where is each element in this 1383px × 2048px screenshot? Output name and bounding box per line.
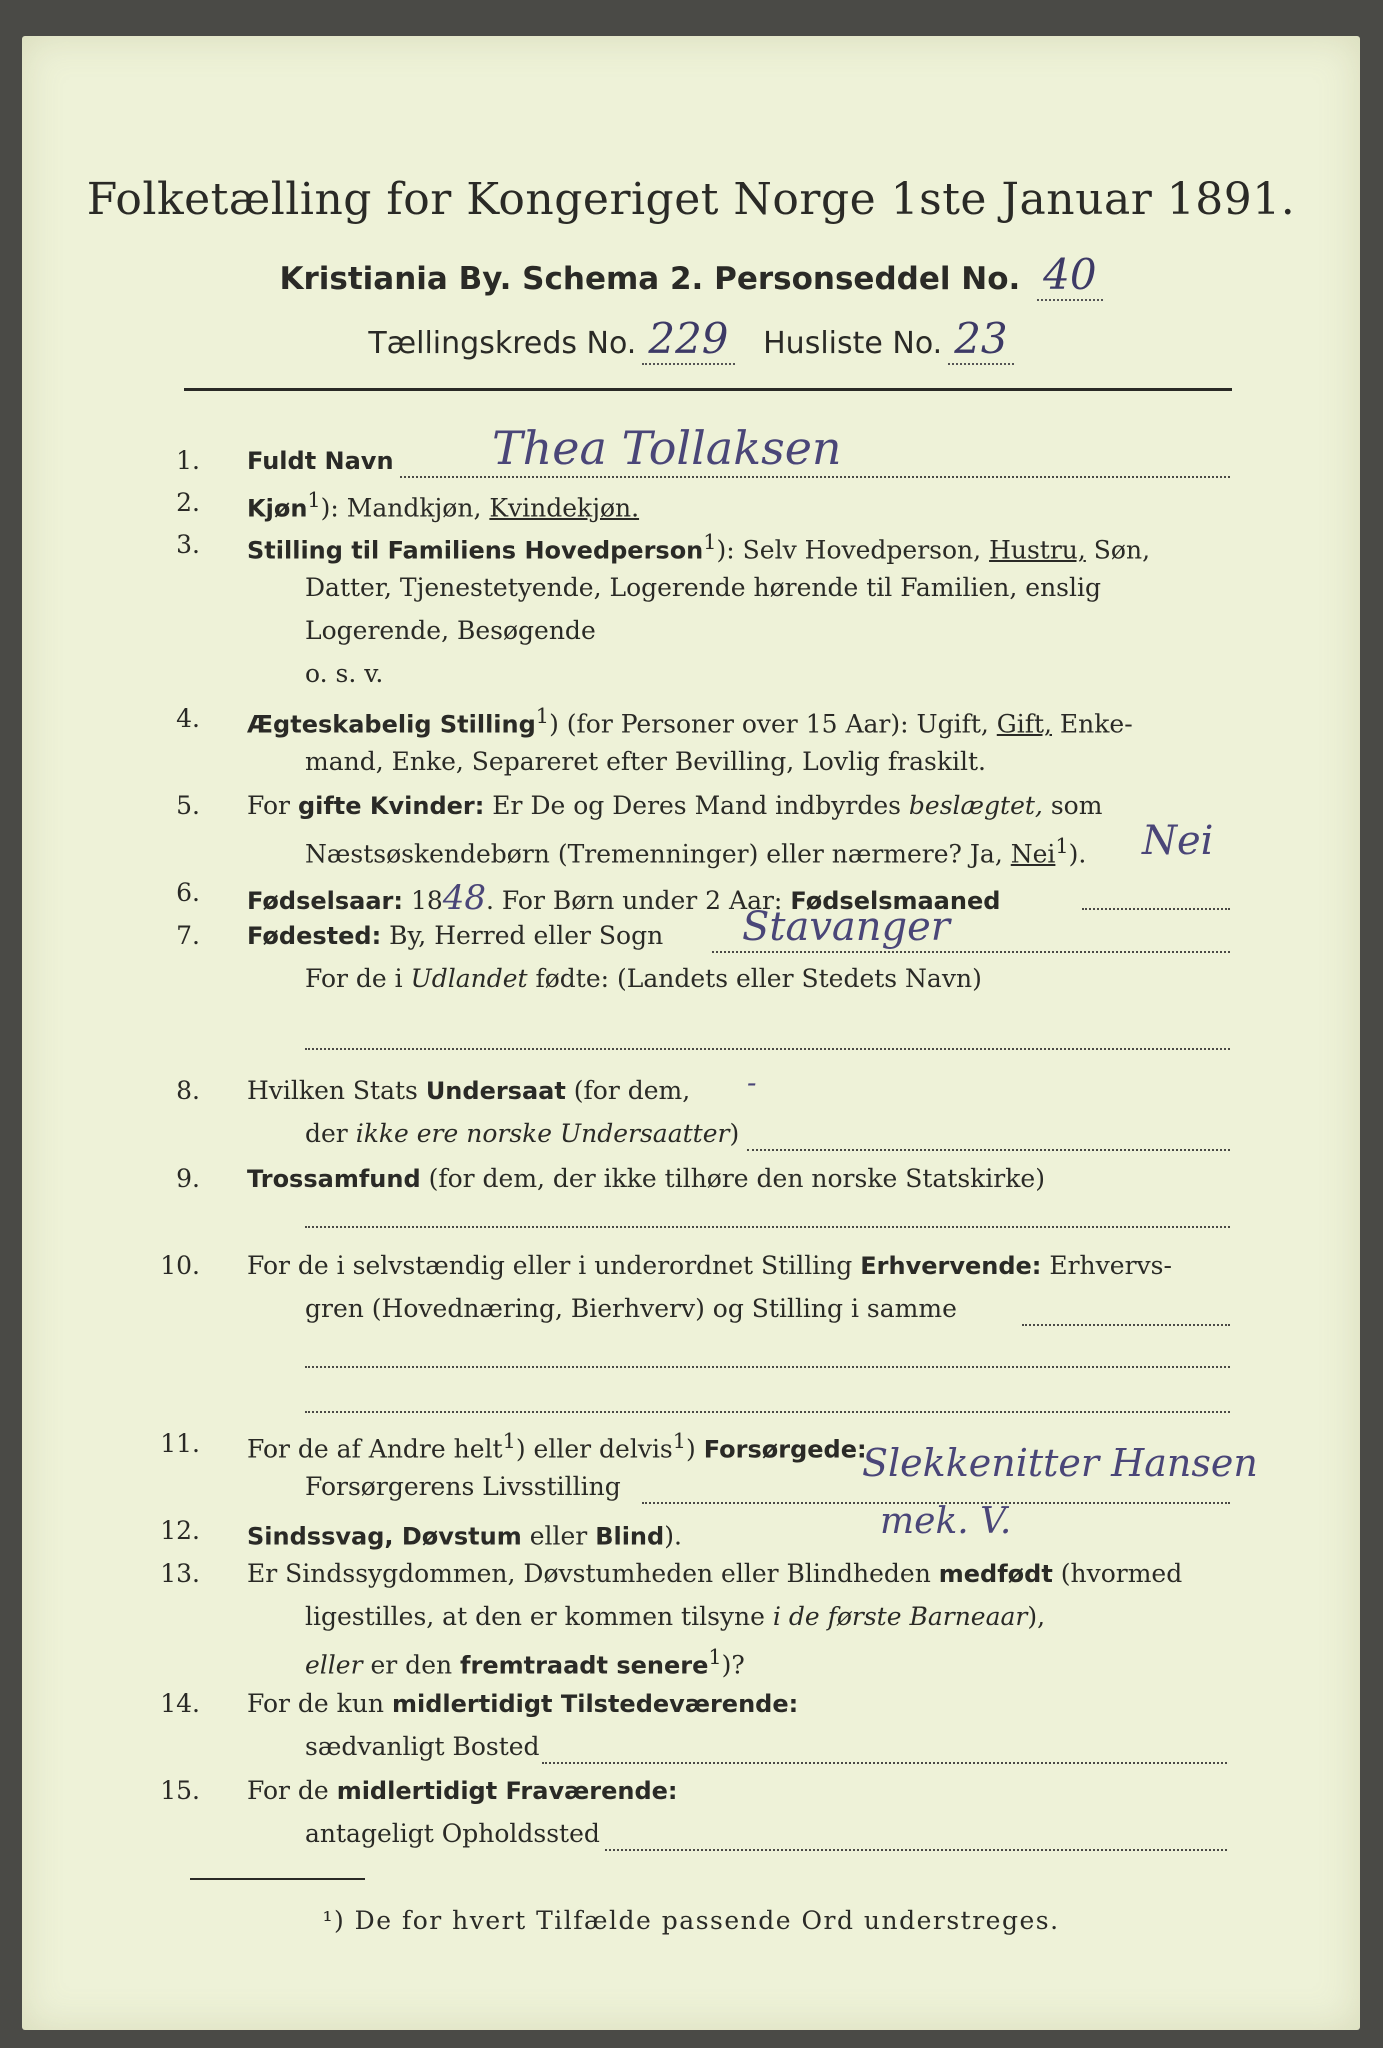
q15-line1: For de midlertidigt Fraværende: xyxy=(247,1776,678,1805)
q7-line2: For de i Udlandet fødte: (Landets eller Stedets Navn) xyxy=(305,964,982,993)
q5-number: 5. xyxy=(176,791,200,820)
q4-line2: mand, Enke, Separeret efter Bevilling, Lovlig fraskilt. xyxy=(305,747,986,776)
q8-fill xyxy=(747,1149,1230,1151)
footnote: ¹) De for hvert Tilfælde passende Ord understreges. xyxy=(322,1906,1060,1935)
q11-answer: Slekkenitter Hansen xyxy=(862,1441,1258,1485)
kreds-label: Tællingskreds No. xyxy=(368,326,637,361)
q15-number: 15. xyxy=(160,1776,200,1805)
q6-fill xyxy=(1082,908,1230,910)
header-rule xyxy=(184,388,1232,391)
q7-answer: Stavanger xyxy=(742,904,950,950)
q4-number: 4. xyxy=(176,704,200,733)
q3-line4: o. s. v. xyxy=(305,659,384,688)
q5-line2: Næstsøskendebørn (Tremenninger) eller nærmere? Ja, Nei$^1$). xyxy=(305,834,1087,869)
q10-fill-2 xyxy=(305,1366,1230,1368)
q7-line1: Fødested: By, Herred eller Sogn xyxy=(247,921,664,950)
personseddel-no: 40 xyxy=(1037,250,1102,301)
q11-line1: For de af Andre helt$^1$) eller delvis$^1$) Forsørgede: xyxy=(247,1429,867,1464)
q3-number: 3. xyxy=(176,530,200,559)
q11-line2: Forsørgerens Livsstilling xyxy=(305,1472,621,1501)
q9-text: Trossamfund (for dem, der ikke tilhøre den norske Statskirke) xyxy=(247,1164,1045,1193)
q4-selected: Gift, xyxy=(996,709,1052,739)
form-title: Folketælling for Kongeriget Norge 1ste Januar 1891. xyxy=(86,174,1296,225)
q10-fill xyxy=(1022,1324,1230,1326)
q14-fill xyxy=(542,1762,1227,1764)
q8-number: 8. xyxy=(176,1076,200,1105)
form-subtitle xyxy=(22,250,1360,301)
q2-selected: Kvindekjøn. xyxy=(489,493,640,523)
q13-number: 13. xyxy=(160,1559,200,1588)
q5-answer: Nei xyxy=(1142,818,1214,864)
q10-line1: For de i selvstændig eller i underordnet Stilling Erhvervende: Erhvervs- xyxy=(247,1251,1172,1280)
q14-line2: sædvanligt Bosted xyxy=(305,1732,540,1761)
q9-number: 9. xyxy=(176,1164,200,1193)
q3-line1: Stilling til Familiens Hovedperson$^1$): Selv Hovedperson, Hustru, Søn, xyxy=(247,530,1151,565)
q1-label: Fuldt Navn xyxy=(247,447,394,475)
q13-line3: eller er den fremtraadt senere$^1$)? xyxy=(305,1645,745,1680)
q2-text: Kjøn$^1$): Mandkjøn, Kvindekjøn. xyxy=(247,488,640,523)
q5-selected: Nei xyxy=(1010,839,1056,869)
q10-line2: gren (Hovednæring, Bierhverv) og Stilling i samme xyxy=(305,1294,957,1323)
q8-line2: der ikke ere norske Undersaatter) xyxy=(305,1119,740,1148)
q6-number: 6. xyxy=(176,878,200,907)
q3-line3: Logerende, Besøgende xyxy=(305,616,596,645)
footnote-rule xyxy=(190,1878,365,1880)
q7-fill xyxy=(712,951,1230,953)
q1-answer: Thea Tollaksen xyxy=(492,421,842,475)
q15-fill xyxy=(605,1849,1227,1851)
q6-year: 48 xyxy=(442,878,487,918)
q1-fill xyxy=(400,476,1230,478)
q5-line1: For gifte Kvinder: Er De og Deres Mand indbyrdes beslægtet, som xyxy=(247,791,1103,820)
form-district xyxy=(22,314,1360,365)
q3-line2: Datter, Tjenestetyende, Logerende hørende til Familien, enslig xyxy=(305,573,1102,602)
q13-line1: Er Sindssygdommen, Døvstumheden eller Blindheden medfødt (hvormed xyxy=(247,1559,1183,1588)
q11-number: 11. xyxy=(160,1429,200,1458)
husliste-no: 23 xyxy=(948,314,1013,365)
q7-fill-2 xyxy=(305,1048,1230,1050)
q13-line2: ligestilles, at den er kommen tilsyne i de første Barneaar), xyxy=(305,1602,1046,1631)
q12-number: 12. xyxy=(160,1516,200,1545)
q10-number: 10. xyxy=(160,1251,200,1280)
kreds-no: 229 xyxy=(642,314,734,365)
q15-line2: antageligt Opholdssted xyxy=(305,1819,600,1848)
q2-number: 2. xyxy=(176,488,200,517)
q8-answer: - xyxy=(747,1066,757,1099)
personseddel-label: Kristiania By. Schema 2. Personseddel No. xyxy=(279,261,1021,297)
q9-fill xyxy=(305,1226,1230,1228)
q12-text: Sindssvag, Døvstum eller Blind). xyxy=(247,1521,682,1551)
q8-line1: Hvilken Stats Undersaat (for dem, xyxy=(247,1076,691,1105)
q1-number: 1. xyxy=(176,446,200,475)
q3-selected: Hustru, xyxy=(989,535,1086,565)
q14-number: 14. xyxy=(160,1689,200,1718)
q10-fill-3 xyxy=(305,1411,1230,1413)
q4-line1: Ægteskabelig Stilling$^1$) (for Personer over 15 Aar): Ugift, Gift, Enke- xyxy=(247,704,1133,739)
q7-number: 7. xyxy=(176,921,200,950)
q12-answer: mek. V. xyxy=(880,1501,1012,1542)
q6-text: Fødselsaar: 1848. For Børn under 2 Aar: Fødselsmaaned xyxy=(247,878,1001,918)
husliste-label: Husliste No. xyxy=(763,326,943,361)
census-form xyxy=(22,36,1360,2030)
q14-line1: For de kun midlertidigt Tilstedeværende: xyxy=(247,1689,799,1718)
